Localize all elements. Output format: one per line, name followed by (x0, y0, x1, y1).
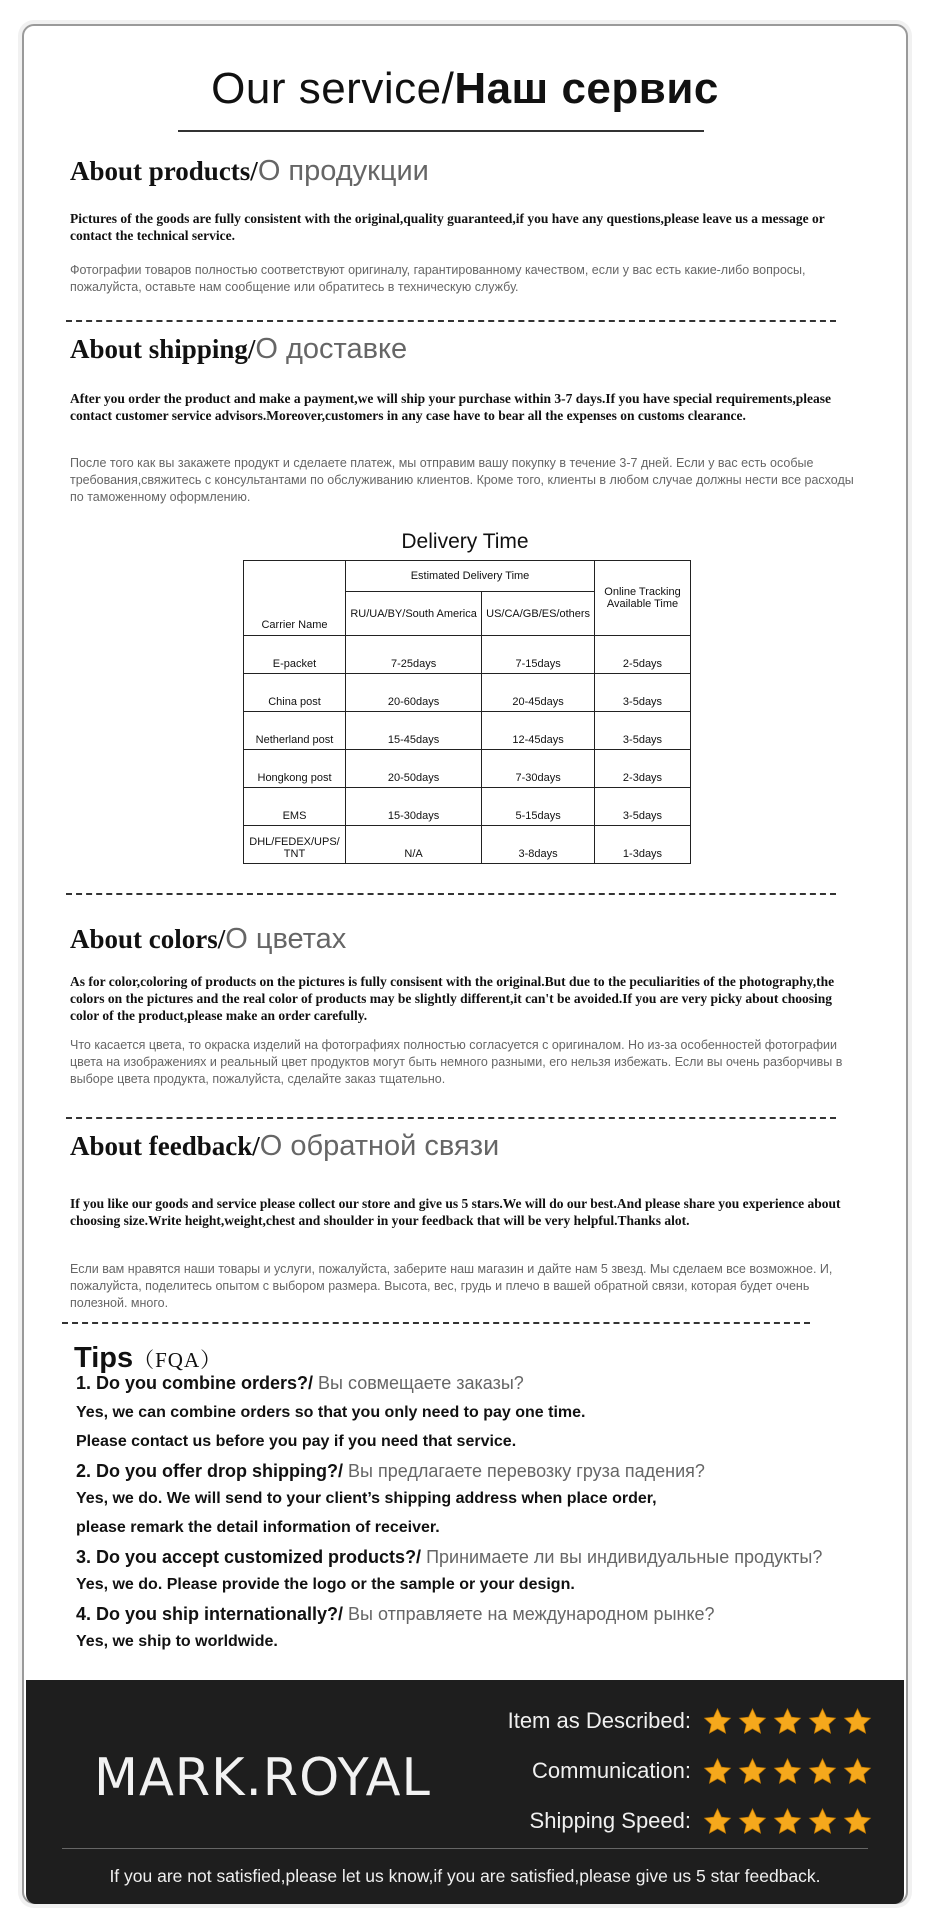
header-us-ca: US/CA/GB/ES/others (482, 592, 595, 636)
tips-title (74, 1342, 222, 1375)
table-row (244, 788, 691, 826)
carrier-cell: EMS (244, 788, 346, 826)
tip-answer: Yes, we do. Please provide the logo or the sample or your design. (76, 1576, 575, 1593)
feedback-heading (70, 1130, 499, 1163)
colors-text-en: As for color,coloring of products on the pictures is fully consisent with the original.But due to the peculiarities of the photography,the colors on the pictures and the real color of products may be slightly different,it can't be avoided.If you are very picky about choosing color of the product,please make an order carefully. (70, 974, 835, 1023)
shipping-text-ru: После того как вы закажете продукт и сделаете платеж, мы отправим вашу покупку в течение 3-7 дней. Если у вас есть особые требования,свяжитесь с консультантами по обслуживанию клиентов. Кроме того, клиенты в любом случае должны нести все расходы по таможенному оформлению. (70, 456, 854, 504)
tip-question (76, 1604, 715, 1625)
star-icon (808, 1707, 837, 1736)
brand-logo: MARK.ROYAL (94, 1748, 431, 1808)
us-time-cell: 3-8days (482, 826, 595, 864)
shipping-heading-en: About shipping/ (70, 334, 256, 364)
page-title-en: Our service/ (211, 64, 455, 113)
tips-title-suffix: （FQA） (133, 1348, 223, 1372)
products-heading-en: About products/ (70, 156, 258, 186)
table-row (244, 826, 691, 864)
footer-banner (26, 1680, 904, 1904)
us-time-cell: 20-45days (482, 674, 595, 712)
header-tracking: Online Tracking Available Time (595, 561, 691, 636)
feedback-heading-en: About feedback/ (70, 1131, 260, 1161)
us-time-cell: 7-15days (482, 636, 595, 674)
footer-divider (62, 1848, 868, 1849)
star-icon (738, 1807, 767, 1836)
tracking-cell: 3-5days (595, 674, 691, 712)
divider (66, 893, 836, 895)
tip-answer: Please contact us before you pay if you need that service. (76, 1433, 517, 1450)
header-ru-ua: RU/UA/BY/South America (346, 592, 482, 636)
table-row (244, 636, 691, 674)
tip-question-en: 4. Do you ship internationally?/ (76, 1604, 349, 1624)
footer-note: If you are not satisfied,please let us know,if you are satisfied,please give us 5 star feedback. (109, 1866, 821, 1886)
tip-question-en: 2. Do you offer drop shipping?/ (76, 1461, 348, 1481)
tip-question (76, 1373, 524, 1394)
star-icon (773, 1707, 802, 1736)
tracking-cell: 3-5days (595, 712, 691, 750)
products-text-ru: Фотографии товаров полностью соответствуют оригиналу, гарантированному качеством, если у вас есть какие-либо вопросы, пожалуйста, оставьте нам сообщение или обратитесь в техническую службу. (70, 263, 806, 294)
divider (66, 1117, 836, 1119)
colors-heading-ru: О цветах (225, 923, 347, 955)
carrier-cell: DHL/FEDEX/UPS/ TNT (244, 826, 346, 864)
star-icon (773, 1807, 802, 1836)
star-icon (808, 1757, 837, 1786)
star-rating (703, 1757, 872, 1786)
tip-question-ru: Вы предлагаете перевозку груза падения? (348, 1461, 705, 1481)
colors-heading (70, 923, 346, 956)
tip-question-ru: Принимаете ли вы индивидуальные продукты? (426, 1547, 823, 1567)
star-icon (773, 1757, 802, 1786)
star-icon (738, 1707, 767, 1736)
tip-question (76, 1461, 705, 1482)
rating-shipping-speed (530, 1804, 872, 1838)
carrier-cell: Netherland post (244, 712, 346, 750)
star-icon (703, 1757, 732, 1786)
divider (66, 320, 836, 322)
tips-title-text: Tips (74, 1342, 134, 1374)
rating-label: Communication: (532, 1758, 691, 1783)
us-time-cell: 12-45days (482, 712, 595, 750)
star-icon (843, 1807, 872, 1836)
page-title (0, 64, 930, 114)
ru-time-cell: N/A (346, 826, 482, 864)
tip-answer: Yes, we do. We will send to your client’s shipping address when place order, (76, 1490, 657, 1507)
rating-label: Shipping Speed: (529, 1808, 691, 1833)
table-row (244, 750, 691, 788)
tracking-cell: 1-3days (595, 826, 691, 864)
tip-question-ru: Вы совмещаете заказы? (318, 1373, 524, 1393)
star-icon (843, 1757, 872, 1786)
products-heading-ru: О продукции (257, 155, 429, 187)
rating-communication (532, 1754, 872, 1788)
ru-time-cell: 15-45days (346, 712, 482, 750)
carrier-cell: China post (244, 674, 346, 712)
tip-answer: please remark the detail information of receiver. (76, 1519, 440, 1536)
tip-question-en: 1. Do you combine orders?/ (76, 1373, 319, 1393)
divider (62, 1322, 810, 1324)
carrier-cell: Hongkong post (244, 750, 346, 788)
header-estimated: Estimated Delivery Time (346, 561, 595, 592)
title-underline (178, 130, 704, 132)
feedback-text-en: If you like our goods and service please collect our store and give us 5 stars.We will do our best.And please share you experience about choosing size.Write height,weight,chest and shoulder in your feedback that will be very helpful.Thanks alot. (70, 1196, 841, 1228)
tip-answer: Yes, we ship to worldwide. (76, 1633, 278, 1650)
page-title-ru: Наш сервис (454, 64, 719, 113)
header-carrier: Carrier Name (244, 561, 346, 636)
shipping-heading-ru: О доставке (255, 333, 408, 365)
colors-text-ru: Что касается цвета, то окраска изделий на фотографиях полностью согласуется с оригиналом. Но из-за особенностей фотографии цвета на изображениях и реальный цвет продуктов могут быть немного разными, его нельзя избежать. Если вы очень разборчивы в выборе цвета продукта, пожалуйста, сделайте заказ тщательно. (70, 1038, 843, 1086)
delivery-time-title: Delivery Time (401, 530, 529, 553)
products-heading (70, 155, 429, 188)
ru-time-cell: 20-50days (346, 750, 482, 788)
tip-question-en: 3. Do you accept customized products?/ (76, 1547, 427, 1567)
tip-question (76, 1547, 822, 1568)
star-icon (738, 1757, 767, 1786)
star-icon (808, 1807, 837, 1836)
us-time-cell: 5-15days (482, 788, 595, 826)
star-rating (703, 1807, 872, 1836)
colors-heading-en: About colors/ (70, 924, 226, 954)
star-icon (843, 1707, 872, 1736)
tracking-cell: 3-5days (595, 788, 691, 826)
products-text-en: Pictures of the goods are fully consistent with the original,quality guaranteed,if you have any questions,please leave us a message or contact the technical service. (70, 211, 825, 243)
tracking-cell: 2-3days (595, 750, 691, 788)
tracking-cell: 2-5days (595, 636, 691, 674)
star-rating (703, 1707, 872, 1736)
rating-item-described (508, 1704, 872, 1738)
ru-time-cell: 15-30days (346, 788, 482, 826)
carrier-cell: E-packet (244, 636, 346, 674)
us-time-cell: 7-30days (482, 750, 595, 788)
shipping-heading (70, 333, 407, 366)
feedback-text-ru: Если вам нравятся наши товары и услуги, пожалуйста, заберите наш магазин и дайте нам 5 звезд. Мы сделаем все возможное. И, пожалуйста, поделитесь опытом с выбором размера. Высота, вес, грудь и плечо в вашей обратной связи, которая будет очень полезной. много. (70, 1262, 833, 1310)
tip-question-ru: Вы отправляете на международном рынке? (348, 1604, 715, 1624)
delivery-table (243, 560, 691, 864)
star-icon (703, 1807, 732, 1836)
feedback-heading-ru: О обратной связи (259, 1130, 500, 1162)
table-row (244, 674, 691, 712)
ru-time-cell: 7-25days (346, 636, 482, 674)
rating-label: Item as Described: (507, 1708, 691, 1733)
table-row (244, 712, 691, 750)
ru-time-cell: 20-60days (346, 674, 482, 712)
shipping-text-en: After you order the product and make a payment,we will ship your purchase within 3-7 days.If you have special requirements,please contact customer service advisors.Moreover,customers in any case have to bear all the expenses on customs clearance. (70, 391, 832, 423)
tip-answer: Yes, we can combine orders so that you only need to pay one time. (76, 1404, 586, 1421)
star-icon (703, 1707, 732, 1736)
